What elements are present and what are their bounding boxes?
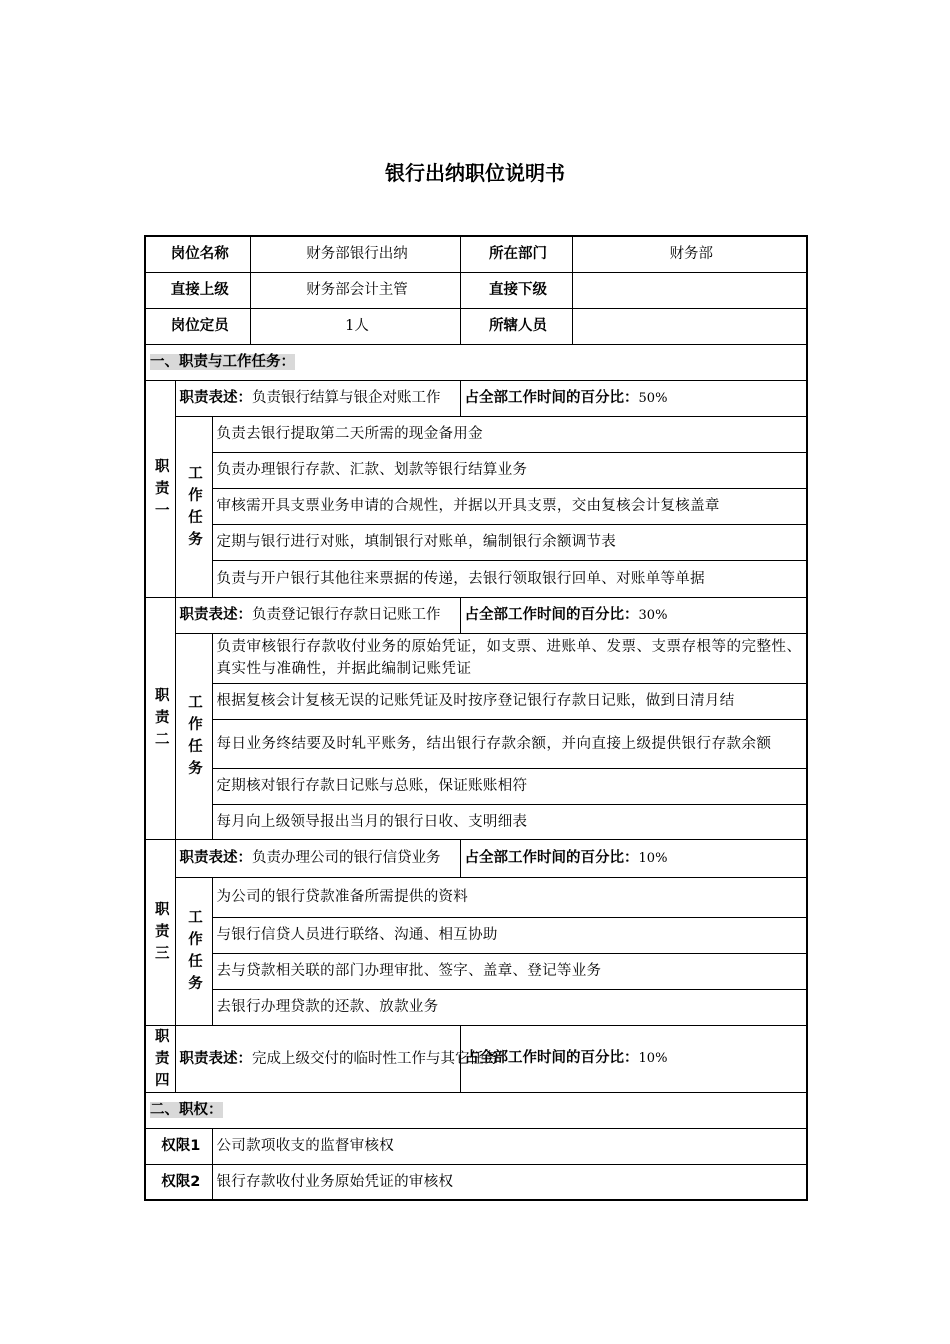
duty2-task-label [175, 633, 212, 839]
duty3-task-row [145, 877, 807, 917]
duty4-pct-value: 10% [638, 1051, 668, 1066]
duty3-label [145, 839, 175, 1025]
duty3-desc-text: 负责办理公司的银行信贷业务 [252, 850, 441, 866]
duty4-percent [460, 1025, 807, 1092]
duty3-task-3: 去与贷款相关联的部门办理审批、签字、盖章、登记等业务 [212, 953, 807, 989]
duty3-pct-value: 10% [638, 850, 668, 866]
duty2-description [175, 597, 460, 633]
duty4-desc-row [145, 1025, 807, 1092]
duty1-pct-value: 50% [638, 390, 668, 406]
duty2-pct-label: 占全部工作时间的百分比： [464, 606, 639, 623]
duty1-task-3: 审核需开具支票业务申请的合规性，并据以开具支票，交由复核会计复核盖章 [212, 488, 807, 524]
duty3-task-1: 为公司的银行贷款准备所需提供的资料 [212, 877, 807, 917]
duty4-description [175, 1025, 499, 1092]
staff-value [572, 308, 807, 344]
duty2-task-5: 每月向上级领导报出当月的银行日收、支明细表 [212, 804, 807, 839]
duty3-percent [460, 839, 807, 877]
duty1-task-label-text: 工 作 任 务 [188, 465, 203, 548]
duty1-task-label [175, 416, 212, 597]
duty1-pct-label: 占全部工作时间的百分比： [464, 389, 639, 406]
duty3-description [175, 839, 460, 877]
duty2-label-text: 职 责 二 [155, 688, 170, 748]
duty2-task-row [145, 683, 807, 719]
duty3-task-4: 去银行办理贷款的还款、放款业务 [212, 989, 807, 1025]
superior-value: 财务部会计主管 [250, 272, 460, 308]
duty4-label [145, 1025, 175, 1092]
duty3-task-2: 与银行信贷人员进行联络、沟通、相互协助 [212, 917, 807, 953]
duty2-desc-text: 负责登记银行存款日记账工作 [252, 607, 441, 623]
duty2-percent [460, 597, 807, 633]
authority-1-text: 公司款项收支的监督审核权 [212, 1128, 807, 1164]
basic-row-3 [145, 308, 807, 344]
headcount-label: 岗位定员 [145, 308, 250, 344]
duty1-label-text: 职 责 一 [155, 458, 170, 519]
duty2-task-3: 每日业务终结要及时轧平账务，结出银行存款余额，并向直接上级提供银行存款余额 [212, 719, 807, 768]
authority-row [145, 1164, 807, 1200]
duty1-desc-label: 职责表述： [179, 390, 252, 406]
basic-row-1 [145, 236, 807, 272]
duty1-description [175, 380, 460, 416]
page-title: 银行出纳职位说明书 [385, 161, 565, 185]
staff-label: 所辖人员 [460, 308, 572, 344]
basic-row-2 [145, 272, 807, 308]
duty2-task-row [145, 768, 807, 804]
duty3-task-row [145, 953, 807, 989]
duty1-desc-row [145, 380, 807, 416]
duty3-task-row [145, 917, 807, 953]
duty1-task-row [145, 452, 807, 488]
duty4-pct-label: 占全部工作时间的百分比： [464, 1050, 639, 1066]
duty2-task-row [145, 633, 807, 683]
headcount-value: 1人 [250, 308, 460, 344]
job-description-table [144, 235, 808, 1201]
duty3-desc-row [145, 839, 807, 877]
duty1-percent [460, 380, 807, 416]
duty1-task-row [145, 416, 807, 452]
duty1-task-2: 负责办理银行存款、汇款、划款等银行结算业务 [212, 452, 807, 488]
duty2-task-row [145, 719, 807, 768]
position-name-value: 财务部银行出纳 [250, 236, 460, 272]
duty2-task-label-text: 工 作 任 务 [188, 695, 203, 777]
authority-row [145, 1128, 807, 1164]
duty1-task-row [145, 524, 807, 560]
duty1-task-row [145, 488, 807, 524]
duty2-desc-label: 职责表述： [179, 607, 252, 623]
duty3-label-text: 职 责 三 [155, 902, 170, 962]
section2-title: 二、职权： [150, 1102, 223, 1118]
duty1-task-5: 负责与开户银行其他往来票据的传递，去银行领取银行回单、对账单等单据 [212, 560, 807, 597]
authority-1-label: 权限1 [145, 1128, 212, 1164]
duty3-task-label [175, 877, 212, 1025]
duty2-task-1: 负责审核银行存款收付业务的原始凭证，如支票、进账单、发票、支票存根等的完整性、真实性与准确性，并据此编制记账凭证 [212, 633, 807, 683]
duty1-label [145, 380, 175, 597]
section1-title: 一、职责与工作任务： [150, 354, 295, 370]
duty2-pct-value: 30% [638, 607, 668, 623]
duty1-task-1: 负责去银行提取第二天所需的现金备用金 [212, 416, 807, 452]
duty3-task-label-text: 工 作 任 务 [188, 910, 203, 992]
duty4-desc-label: 职责表述： [179, 1050, 252, 1067]
section2-header-row [145, 1092, 807, 1128]
duty2-label [145, 597, 175, 839]
subordinate-label: 直接下级 [460, 272, 572, 308]
duty1-task-4: 定期与银行进行对账，填制银行对账单，编制银行余额调节表 [212, 524, 807, 560]
duty3-task-row [145, 989, 807, 1025]
duty1-task-row [145, 560, 807, 597]
duty2-desc-row [145, 597, 807, 633]
duty2-task-2: 根据复核会计复核无误的记账凭证及时按序登记银行存款日记账，做到日清月结 [212, 683, 807, 719]
duty3-pct-label: 占全部工作时间的百分比： [464, 849, 639, 866]
duty2-task-4: 定期核对银行存款日记账与总账，保证账账相符 [212, 768, 807, 804]
duty4-label-text: 职 责 四 [155, 1028, 170, 1089]
department-value: 财务部 [572, 236, 807, 272]
subordinate-value [572, 272, 807, 308]
department-label: 所在部门 [460, 236, 572, 272]
duty1-desc-text: 负责银行结算与银企对账工作 [252, 390, 441, 406]
duty3-desc-label: 职责表述： [179, 850, 252, 866]
authority-2-text: 银行存款收付业务原始凭证的审核权 [212, 1164, 807, 1200]
authority-2-label: 权限2 [145, 1164, 212, 1200]
superior-label: 直接上级 [145, 272, 250, 308]
section1-header-row [145, 344, 807, 380]
duty2-task-row [145, 804, 807, 839]
duty4-desc-text: 完成上级交付的临时性工作与其它任务 [252, 1050, 499, 1067]
position-name-label: 岗位名称 [145, 236, 250, 272]
